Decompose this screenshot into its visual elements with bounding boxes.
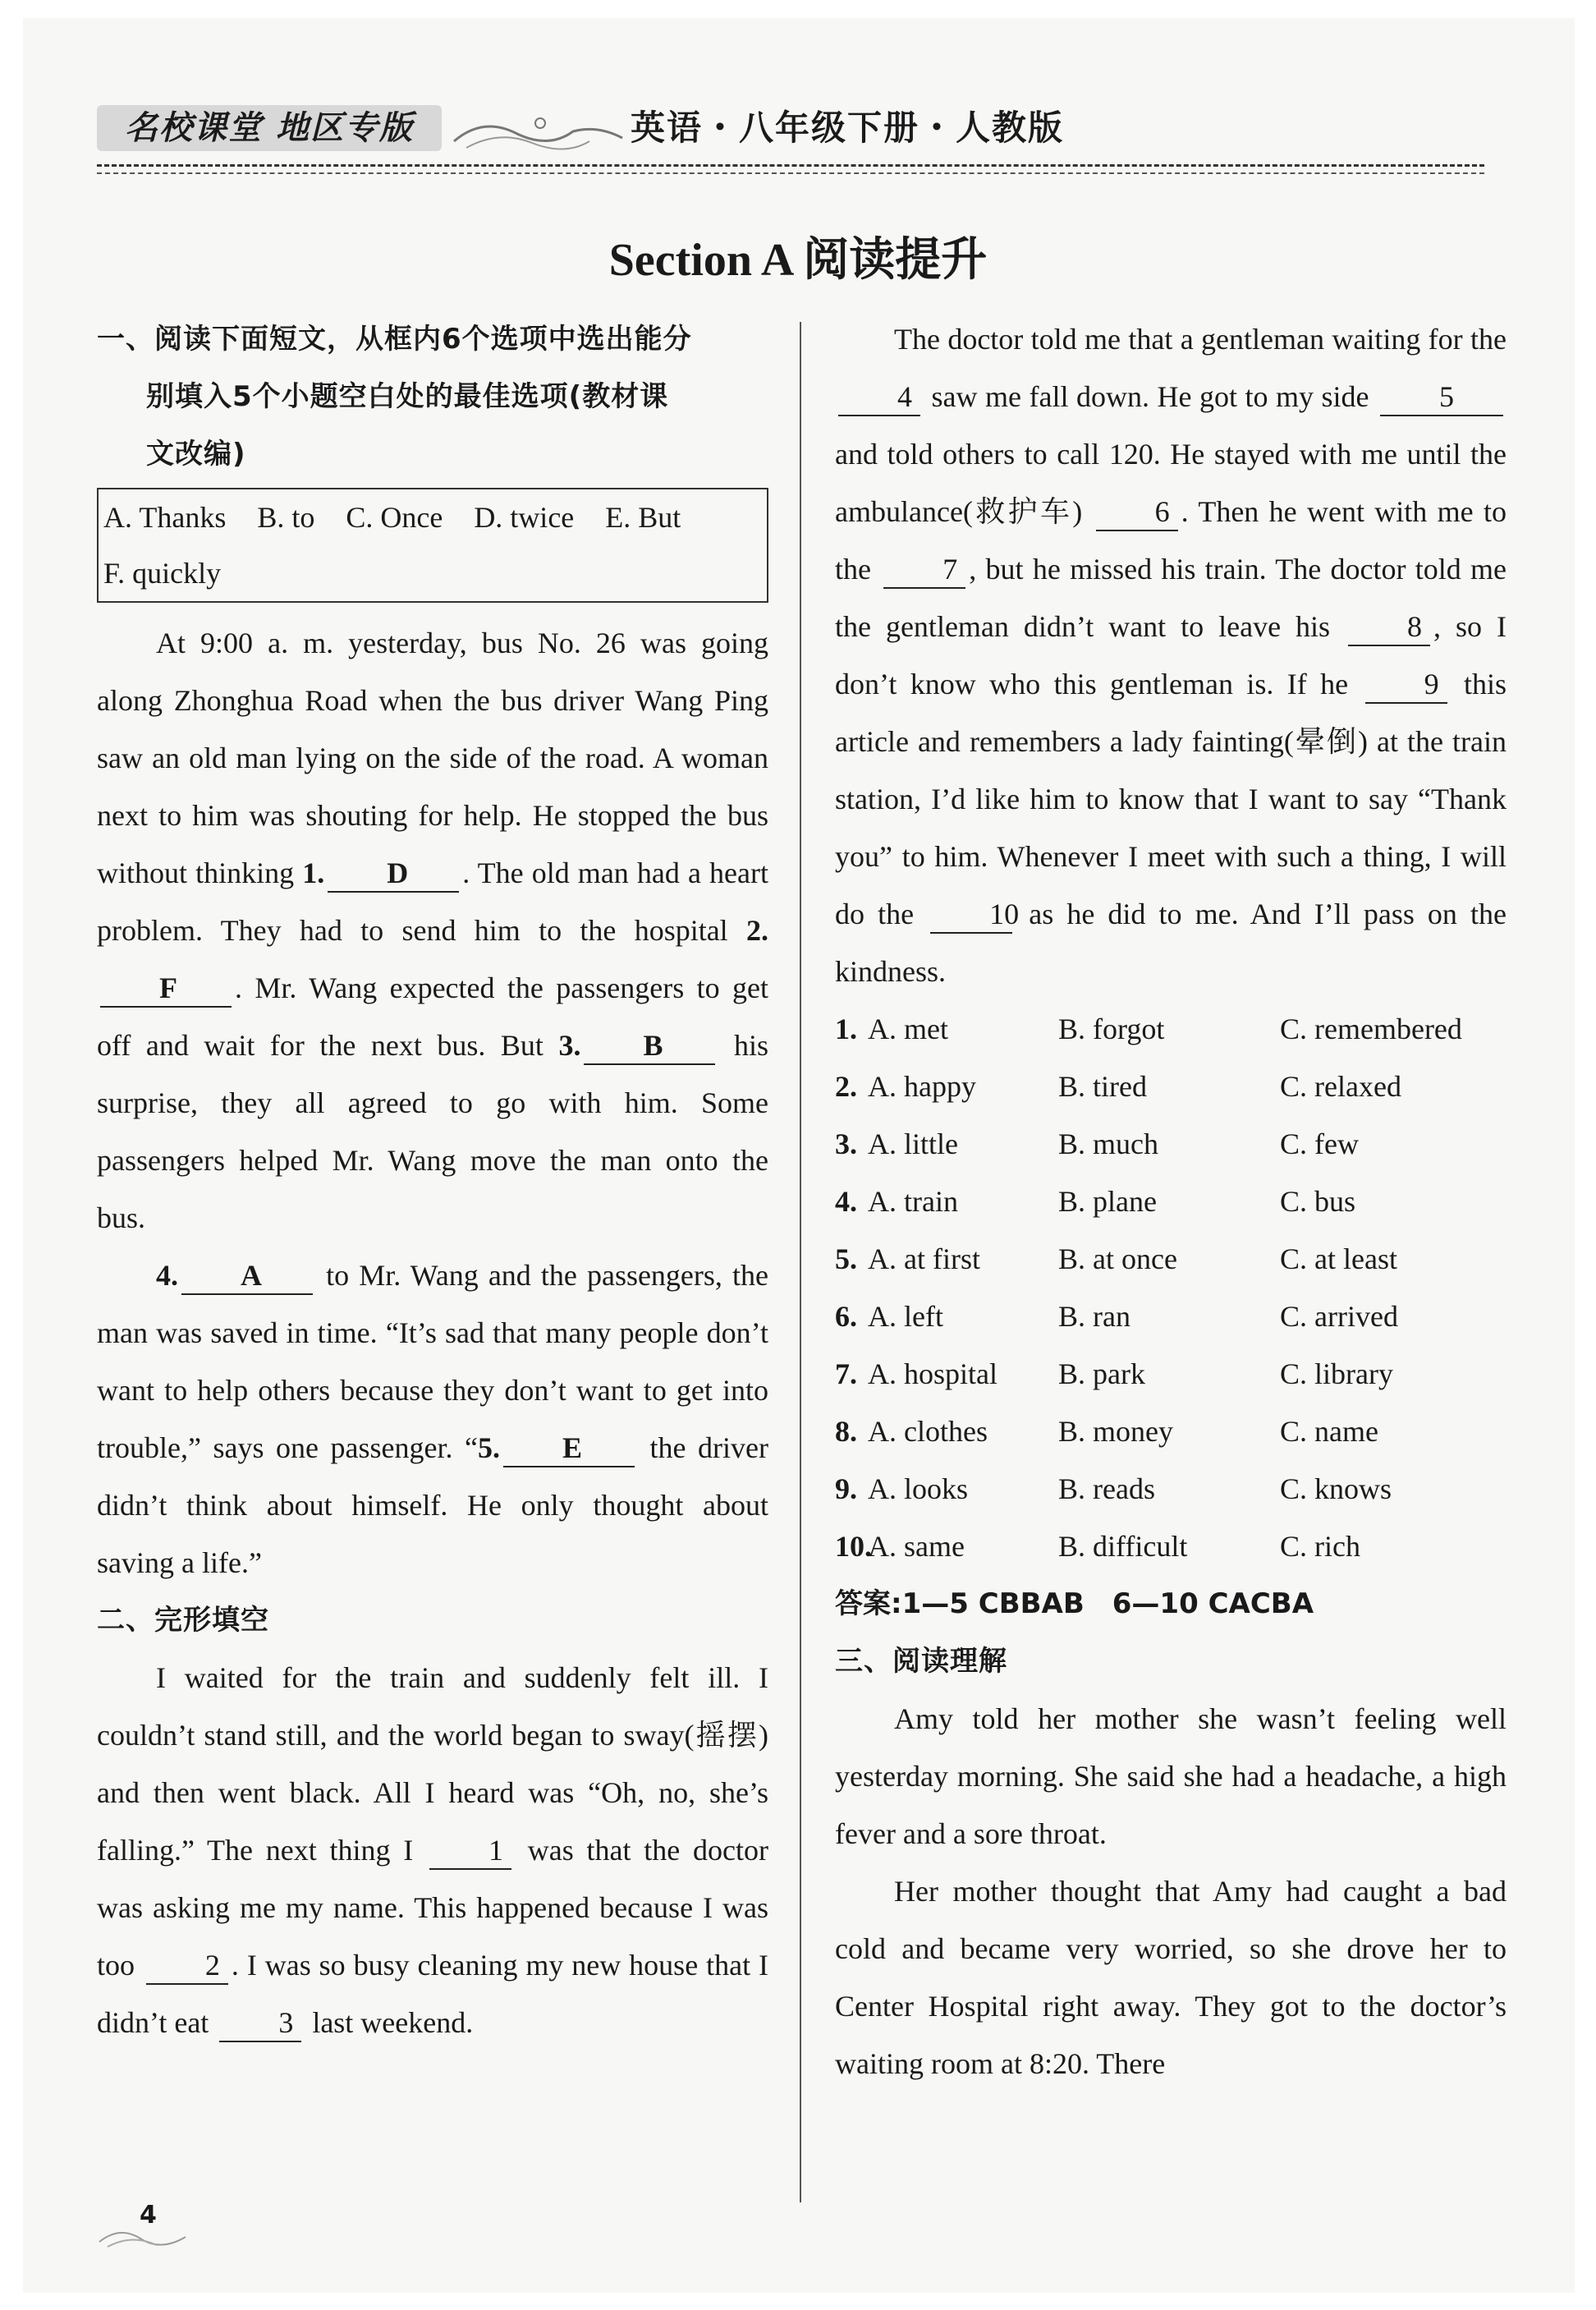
choice-b: B. reads	[1058, 1472, 1155, 1505]
choice-a: A. hospital	[868, 1357, 998, 1390]
cloze-blank: 8	[1348, 608, 1430, 646]
choice-a: A. at first	[868, 1242, 980, 1275]
text: to Mr. Wang and the passengers, the man was saved in time. “It’s sad that many people don’t want to help others because they don’t want to get into trouble,” says one passenger. “	[97, 1259, 768, 1464]
cloze-blank: 10	[930, 896, 1012, 934]
part2-paragraph-1	[97, 1649, 768, 2051]
choice-row	[835, 1173, 1507, 1230]
answer-blank: E	[503, 1430, 635, 1467]
text: . The old man had a heart problem. They had to send him to the hospital	[97, 856, 768, 947]
choice-number: 10.	[835, 1530, 872, 1563]
choice-c: C. remembered	[1280, 1013, 1462, 1045]
part1-paragraph-2	[97, 1247, 768, 1591]
choice-number: 5.	[835, 1242, 857, 1275]
choice-c: C. library	[1280, 1357, 1393, 1390]
choice-c: C. name	[1280, 1415, 1378, 1448]
choice-b: B. at once	[1058, 1242, 1177, 1275]
answer-blank: F	[100, 970, 232, 1008]
option: E. But	[605, 501, 681, 534]
page-number: 4	[140, 2201, 157, 2230]
choice-row	[835, 1230, 1507, 1288]
choice-number: 4.	[835, 1185, 857, 1218]
choice-row	[835, 1345, 1507, 1403]
answer-blank: B	[584, 1027, 715, 1065]
text: last weekend.	[305, 2006, 474, 2039]
choice-c: C. bus	[1280, 1185, 1356, 1218]
text: I waited for the train and suddenly felt ill. I couldn’t stand still, and the world began to sway(摇摆) and then went black. All I heard was “Oh, no, she’s falling.” The next thing I	[97, 1661, 768, 1867]
choice-c: C. relaxed	[1280, 1070, 1401, 1103]
option: F. quickly	[103, 557, 222, 590]
text: his surprise, they all agreed to go with him. Some passengers helped Mr. Wang move the man onto the bus.	[97, 1029, 769, 1234]
choice-c: C. rich	[1280, 1530, 1360, 1563]
choice-b: B. plane	[1058, 1185, 1157, 1218]
answer-blank: D	[328, 855, 459, 893]
part1-paragraph-1	[97, 614, 768, 1247]
choice-c: C. few	[1280, 1127, 1359, 1160]
left-column	[97, 310, 768, 2051]
question-number: 1.	[302, 856, 325, 889]
part2-paragraph-2	[835, 310, 1507, 1000]
choice-b: B. money	[1058, 1415, 1173, 1448]
choice-number: 3.	[835, 1127, 857, 1160]
choice-row	[835, 1058, 1507, 1115]
choice-a: A. met	[868, 1013, 948, 1045]
part2-heading: 二、完形填空	[97, 1604, 269, 1637]
section-title-cn: 阅读提升	[803, 233, 988, 287]
choice-c: C. at least	[1280, 1242, 1397, 1275]
text: and told others to call 120. He stayed with me until the ambulance(救护车)	[835, 438, 1507, 528]
option: D. twice	[474, 501, 575, 534]
option: C. Once	[346, 501, 443, 534]
part3-paragraph-2: Her mother thought that Amy had caught a bad cold and became very worried, so she drove her to Center Hospital right away. They got to the doctor’s waiting room at 8:20. There	[835, 1875, 1507, 2080]
choice-row	[835, 1518, 1507, 1575]
part1-heading-line3: 文改编)	[146, 438, 246, 471]
cloze-choices	[835, 1000, 1507, 1575]
part1-heading: 一、阅读下面短文，从框内6个选项中选出能分	[97, 323, 692, 356]
choice-row	[835, 1115, 1507, 1173]
question-number: 3.	[558, 1029, 581, 1062]
text: , but he missed his train. The doctor told me the gentleman didn’t want to leave his	[835, 553, 1507, 643]
choice-b: B. forgot	[1058, 1013, 1165, 1045]
option: B. to	[257, 501, 315, 534]
text: , so I don’t know who this gentleman is. If he	[835, 610, 1507, 700]
header-rule	[97, 164, 1484, 167]
choice-a: A. clothes	[868, 1415, 988, 1448]
choice-number: 7.	[835, 1357, 857, 1390]
section-title	[0, 223, 1596, 289]
cloze-blank: 7	[883, 551, 965, 589]
answer-key: 答案:1—5 CBBAB 6—10 CACBA	[835, 1587, 1314, 1620]
choice-number: 2.	[835, 1070, 857, 1103]
series-title: 名校课堂 地区专版	[97, 105, 442, 151]
part1-heading-line2: 别填入5个小题空白处的最佳选项(教材课	[146, 380, 669, 413]
page-header	[97, 105, 1484, 179]
choice-c: C. knows	[1280, 1472, 1392, 1505]
choice-b: B. park	[1058, 1357, 1145, 1390]
cloze-blank: 5	[1380, 379, 1503, 416]
choice-number: 1.	[835, 1013, 857, 1045]
cloze-blank: 1	[429, 1832, 511, 1870]
text: saw me fall down. He got to my side	[924, 380, 1377, 413]
option: A. Thanks	[103, 501, 227, 534]
text: . Then he went with me to the	[835, 495, 1507, 586]
choice-a: A. same	[868, 1530, 965, 1563]
choice-number: 9.	[835, 1472, 857, 1505]
question-number: 5.	[478, 1431, 500, 1464]
cloze-blank: 9	[1365, 666, 1447, 704]
text: . Mr. Wang expected the passengers to get off and wait for the next bus. But	[97, 971, 768, 1062]
column-divider	[800, 322, 801, 2202]
text: this article and remembers a lady fainting(晕倒) at the train station, I’d like him to know that I want to say “Thank you” to him. Whenever I meet with such a thing, I will do the	[835, 668, 1507, 930]
text: was that the doctor was asking me my name. This happened because I was too	[97, 1834, 768, 1982]
cloze-blank: 3	[219, 2005, 301, 2042]
choice-row	[835, 1460, 1507, 1518]
question-number: 4.	[156, 1259, 178, 1292]
question-number: 2.	[746, 914, 768, 947]
choice-a: A. little	[868, 1127, 958, 1160]
cloze-blank: 4	[838, 379, 920, 416]
header-rule	[97, 172, 1484, 174]
part3-heading: 三、阅读理解	[835, 1645, 1007, 1678]
choice-row	[835, 1288, 1507, 1345]
choice-a: A. looks	[868, 1472, 969, 1505]
decorative-swirl-icon	[450, 108, 631, 154]
text: The doctor told me that a gentleman waiting for the	[894, 323, 1507, 356]
options-box	[97, 488, 768, 603]
choice-a: A. happy	[868, 1070, 976, 1103]
choice-b: B. ran	[1058, 1300, 1130, 1333]
cloze-blank: 2	[146, 1947, 228, 1985]
section-title-en: Section A	[608, 235, 792, 286]
choice-number: 8.	[835, 1415, 857, 1448]
choice-a: A. left	[868, 1300, 943, 1333]
answer-blank: A	[181, 1257, 313, 1295]
choice-row	[835, 1000, 1507, 1058]
text: the driver didn’t think about himself. He only thought about saving a life.”	[97, 1431, 768, 1579]
choice-c: C. arrived	[1280, 1300, 1398, 1333]
choice-a: A. train	[868, 1185, 958, 1218]
choice-row	[835, 1403, 1507, 1460]
right-column	[835, 310, 1507, 2092]
part3-paragraph-1: Amy told her mother she wasn’t feeling well yesterday morning. She said she had a headache, a high fever and a sore throat.	[835, 1702, 1507, 1850]
text: At 9:00 a. m. yesterday, bus No. 26 was going along Zhonghua Road when the bus driver Wang Ping saw an old man lying on the side of the road. A woman next to him was shouting for help. He stopped the bus without thinking	[97, 627, 768, 889]
choice-number: 6.	[835, 1300, 857, 1333]
choice-b: B. difficult	[1058, 1530, 1188, 1563]
choice-b: B. much	[1058, 1127, 1158, 1160]
text: . I was so busy cleaning my new house that I didn’t eat	[97, 1949, 768, 2039]
choice-b: B. tired	[1058, 1070, 1147, 1103]
cloze-blank: 6	[1096, 494, 1178, 531]
book-title: 英语・八年级下册・人教版	[631, 108, 1065, 148]
text: as he did to me. And I’ll pass on the kindness.	[835, 898, 1507, 988]
